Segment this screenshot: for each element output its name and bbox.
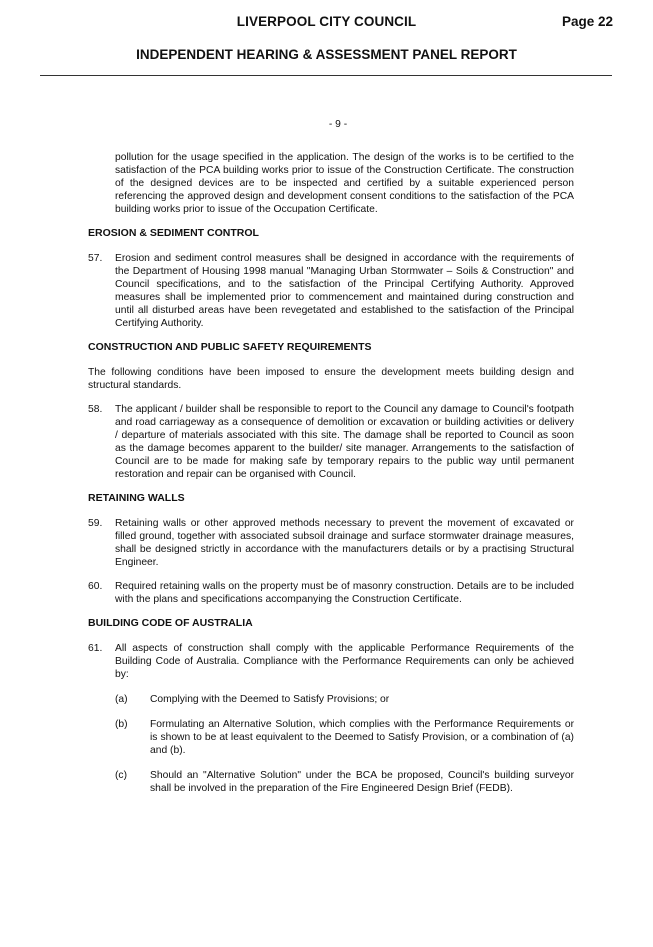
condition-61-item-b bbox=[88, 718, 574, 757]
header-page-number: Page 22 bbox=[561, 14, 613, 29]
condition-58 bbox=[88, 403, 574, 481]
item-label: (b) bbox=[115, 719, 128, 730]
condition-number: 60. bbox=[88, 581, 103, 592]
condition-text: All aspects of construction shall comply with the applicable Performance Requirements of the Building Code of Australia. Compliance with the Performance Requirements can only be achieved by: bbox=[115, 643, 574, 680]
condition-text: Required retaining walls on the property must be of masonry construction. Details are to be included with the plans and specifications accompanying the Construction Certificate. bbox=[115, 581, 574, 605]
condition-text: Erosion and sediment control measures shall be designed in accordance with the requirements of the Department of Housing 1998 manual "Managing Urban Stormwater – Soils & Construction" and Council specifications, and to the satisfaction of the Principal Certifying Authority. Approved measures shall be implemented prior to commencement and maintained during construction and until all disturbed areas have been revegetated and established to the satisfaction of the Principal Certifying Authority. bbox=[115, 253, 574, 329]
section-heading-bca: BUILDING CODE OF AUSTRALIA bbox=[88, 617, 253, 629]
section-heading-retaining: RETAINING WALLS bbox=[88, 492, 185, 504]
sub-page-number: - 9 - bbox=[328, 119, 348, 130]
condition-number: 57. bbox=[88, 253, 103, 264]
item-text: Should an "Alternative Solution" under the BCA be proposed, Council's building surveyor shall be involved in the preparation of the Fire Engineered Design Brief (FEDB). bbox=[150, 770, 574, 794]
condition-59 bbox=[88, 517, 574, 569]
item-label: (a) bbox=[115, 694, 128, 705]
condition-57 bbox=[88, 252, 574, 330]
header-report-title: INDEPENDENT HEARING & ASSESSMENT PANEL REPORT bbox=[136, 47, 517, 62]
condition-61-item-a bbox=[88, 693, 574, 706]
condition-text: The applicant / builder shall be responsible to report to the Council any damage to Council's footpath and road carriageway as a consequence of demolition or excavation or building activities or delivery / departure of materials associated with this site. The damage shall be reported to Council as soon as the damage becomes apparent to the builder/ site manager. Arrangements to the satisfaction of Council are to be made for making safe by temporary repairs to the public way until permanent restoration and repair can be organised with Council. bbox=[115, 404, 574, 480]
item-text: Complying with the Deemed to Satisfy Provisions; or bbox=[150, 694, 390, 705]
item-label: (c) bbox=[115, 770, 128, 781]
condition-61 bbox=[88, 642, 574, 681]
condition-number: 61. bbox=[88, 643, 103, 654]
item-text: Formulating an Alternative Solution, which complies with the Performance Requirements or is shown to be at least equivalent to the Deemed to Satisfy Provision, or a combination of (a) and (b). bbox=[150, 719, 574, 756]
section-intro: The following conditions have been imposed to ensure the development meets building design and structural standards. bbox=[88, 367, 574, 391]
continuation-paragraph: pollution for the usage specified in the application. The design of the works is to be certified to the satisfaction of the PCA building works prior to issue of the Construction Certificate. The construction of the designed devices are to be inspected and certified by a suitable experienced person referencing the approved design and development consent conditions to the satisfaction of the PCA building works prior to issue of the Occupation Certificate. bbox=[115, 152, 574, 215]
header-rule bbox=[40, 75, 612, 76]
condition-61-item-c bbox=[88, 769, 574, 795]
condition-number: 59. bbox=[88, 518, 103, 529]
condition-60 bbox=[88, 580, 574, 606]
header-council: LIVERPOOL CITY COUNCIL bbox=[236, 14, 417, 29]
document-body bbox=[88, 118, 574, 795]
section-heading-erosion: EROSION & SEDIMENT CONTROL bbox=[88, 227, 259, 239]
condition-text: Retaining walls or other approved methods necessary to prevent the movement of excavated or filled ground, together with associated subsoil drainage and surface stormwater drainage measures, shall be designed strictly in accordance with the manufacturers details or by a practising Structural Engineer. bbox=[115, 518, 574, 568]
section-heading-construction: CONSTRUCTION AND PUBLIC SAFETY REQUIREMENTS bbox=[88, 341, 372, 353]
condition-number: 58. bbox=[88, 404, 103, 415]
